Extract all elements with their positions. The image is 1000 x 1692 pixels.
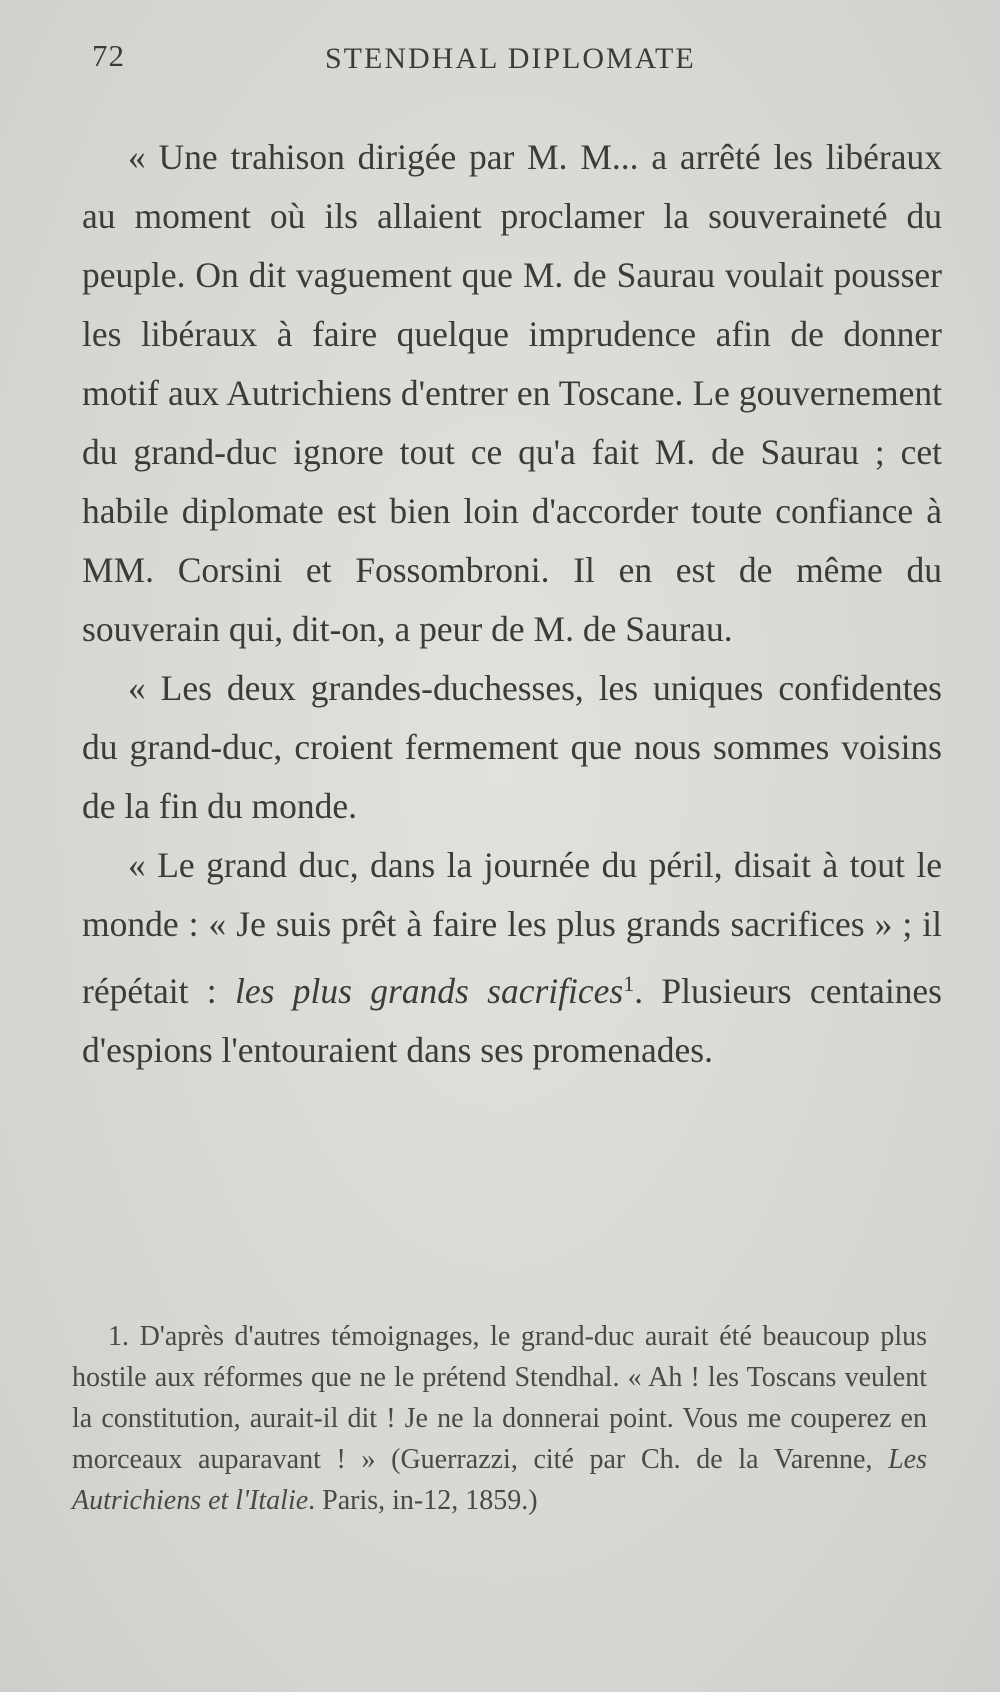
footnote-section xyxy=(72,1316,927,1521)
page-header xyxy=(0,38,1000,82)
paragraph-3-start: « Le grand duc, dans la journée du péril, disait à tout le monde : « Je suis prêt à faire les plus grands sacrifices » ; il répétait : xyxy=(82,845,942,1011)
footnote-book-title: Les Autrichiens et l'Italie xyxy=(72,1444,928,1516)
footnote-text-end: . Paris, in-12, 1859.) xyxy=(308,1485,538,1516)
footnote-number: 1 xyxy=(108,1321,122,1352)
paragraph-3-end: . Plusieurs centaines d'espions l'entouraient dans ses promenades. xyxy=(82,971,943,1070)
footnote-1 xyxy=(72,1316,927,1521)
page-number: 72 xyxy=(92,38,125,73)
footnote-text-start: . D'après d'autres témoignages, le grand-duc aurait été beaucoup plus hostile aux réformes que ne le prétend Stendhal. « Ah ! les Toscans veulent la constitution, aurait-il dit ! Je ne la donnerai point. Vous me couperez en morceaux auparavant ! » (Guerrazzi, cité par Ch. de la Varenne, xyxy=(72,1321,927,1475)
paragraph-1: « Une trahison dirigée par M. M... a arrêté les libéraux au moment où ils allaient proclamer la souveraineté du peuple. On dit vaguement que M. de Saurau voulait pousser les libéraux à faire quelque imprudence afin de donner motif aux Autrichiens d'entrer en Toscane. Le gouvernement du grand-duc ignore tout ce qu'a fait M. de Saurau ; cet habile diplomate est bien loin d'accorder toute confiance à MM. Corsini et Fossombroni. Il en est de même du souverain qui, dit-on, a peur de M. de Saurau. xyxy=(82,137,942,649)
paragraph-2: « Les deux grandes-duchesses, les uniques confidentes du grand-duc, croient fermement que nous sommes voisins de la fin du monde. xyxy=(82,668,942,826)
running-title: STENDHAL DIPLOMATE xyxy=(325,42,696,75)
paragraph-3 xyxy=(82,836,942,1080)
italic-quote: les plus grands sacrifices xyxy=(234,971,624,1011)
main-text xyxy=(82,128,942,1080)
footnote-reference[interactable]: 1 xyxy=(623,971,635,996)
